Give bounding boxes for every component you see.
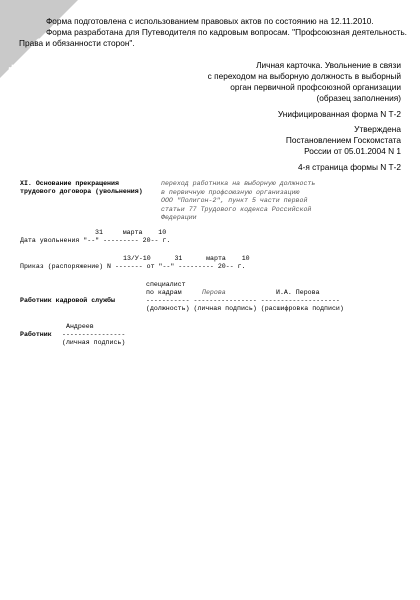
section-heading-1: XI. Основание прекращения [20,180,119,187]
hr-captions: (должность) (личная подпись) (расшифровка подписи) [146,305,344,312]
page-number: 4-я страница формы N Т-2 [297,162,401,172]
basis-line-1: переход работника на выборную должность [161,180,316,187]
position-value-1: специалист [146,281,186,288]
employee-dashes: ---------------- [62,331,126,338]
signature-value: Перова [202,289,226,296]
basis-line-2: в первичную профсоюзную организацию [161,188,300,196]
header-line-3: Права и обязанности сторон". [19,38,135,48]
basis-line-3: ООО "Полигон-2", пункт 5 части первой [161,197,308,204]
watermark-text: NormaCS [6,35,46,75]
order-line: Приказ (распоряжение) N ------- от "--" --------- 20-- г. [20,263,246,270]
title-line-3: орган первичной профсоюзной организации [230,82,401,92]
employee-caption: (личная подпись) [62,339,126,346]
basis-line-4: статьи 77 Трудового кодекса Российской [161,205,312,213]
title-line-4: (образец заполнения) [316,93,401,103]
hr-label: Работник кадровой службы [20,297,115,304]
approved-line-1: Утверждена [354,124,401,134]
hr-dashes: ----------- ---------------- -------------------- [146,297,340,304]
employee-value: Андреев [66,323,94,330]
title-line-2: с переходом на выборную должность в выборный [207,71,401,81]
dismissal-date: Дата увольнения "--" --------- 20-- г. [20,237,171,244]
section-heading-2: трудового договора (увольнения) [20,188,143,195]
approved-line-3: России от 05.01.2004 N 1 [304,146,401,156]
header-line-2: Форма разработана для Путеводителя по кадровым вопросам. "Профсоюзная деятельность. [46,27,407,37]
approved-line-2: Постановлением Госкомстата [285,135,401,145]
employee-label: Работник [20,331,52,338]
position-value-2: по кадрам [146,289,182,296]
order-values: 13/У-10 31 марта 10 [123,255,250,262]
basis-line-5: Федерации [161,214,197,221]
unified-form: Унифицированная форма N Т-2 [277,109,401,119]
header-line-1: Форма подготовлена с использованием правовых актов по состоянию на 12.11.2010. [46,16,374,26]
title-line-1: Личная карточка. Увольнение в связи [256,60,401,70]
name-value: И.А. Перова [276,289,320,296]
dismissal-values: 31 марта 10 [95,229,167,236]
